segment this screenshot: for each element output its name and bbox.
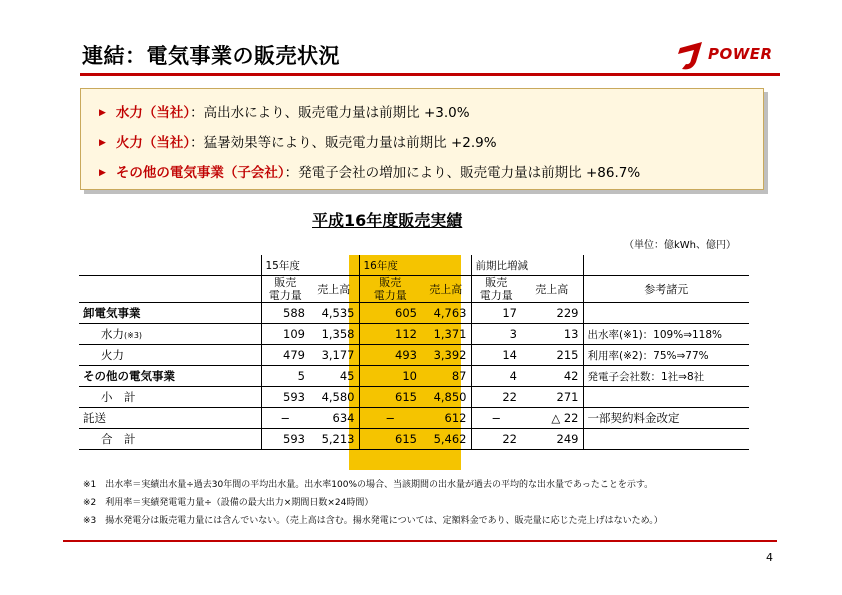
cell: 4,850 [421, 387, 471, 408]
table-title: 平成16年度販売実績 [312, 211, 463, 230]
cell: 13 [521, 324, 583, 345]
row-label: 卸電気事業 [79, 303, 221, 324]
cell-note [583, 303, 749, 324]
sales-table [79, 255, 749, 450]
cell: − [261, 408, 309, 429]
cell: 22 [471, 387, 521, 408]
logo-text: POWER [708, 45, 773, 63]
cell: 271 [521, 387, 583, 408]
header-volume-change: 販売 電力量 [471, 276, 521, 303]
cell: 249 [521, 429, 583, 450]
table-row [79, 387, 749, 408]
cell: 22 [471, 429, 521, 450]
cell: 87 [421, 366, 471, 387]
row-label [79, 324, 221, 345]
cell: 14 [471, 345, 521, 366]
bullet-triangle-icon: ▶ [99, 168, 106, 178]
bullet-label: 水力（当社） [115, 105, 191, 121]
row-label: 合 計 [79, 429, 221, 450]
bullet-sep: ： [190, 105, 204, 121]
table-row [79, 366, 749, 387]
bullet-label: その他の電気事業（子会社） [115, 165, 285, 181]
bullet-triangle-icon: ▶ [99, 138, 106, 148]
cell: 42 [521, 366, 583, 387]
cell-note: 一部契約料金改定 [583, 408, 749, 429]
cell-note [583, 387, 749, 408]
bullet-sep: ： [284, 165, 299, 181]
cell: 4 [471, 366, 521, 387]
cell: △ 22 [521, 408, 583, 429]
bullet-sep: ： [190, 135, 204, 151]
cell: 3,392 [421, 345, 471, 366]
footnote-1: ※1 出水率＝実績出水量÷過去30年間の平均出水量。出水率100%の場合、当該期間の出水量が過去の平均的な出水量であったことを示す。 [83, 480, 654, 490]
cell: 593 [261, 429, 309, 450]
row-label-mark: (※3) [124, 331, 143, 340]
header-revenue-fy16: 売上高 [421, 276, 471, 303]
table-header-columns [79, 276, 749, 303]
cell: 17 [471, 303, 521, 324]
table-row [79, 324, 749, 345]
cell: 112 [359, 324, 421, 345]
footnote-2: ※2 利用率＝実績発電電力量÷（設備の最大出力×期間日数×24時間） [83, 498, 374, 508]
table-row [79, 345, 749, 366]
cell: 5 [261, 366, 309, 387]
cell: 479 [261, 345, 309, 366]
title-rule [80, 73, 780, 76]
unit-label: （単位：億kWh、億円） [624, 240, 737, 251]
header-revenue-change: 売上高 [521, 276, 583, 303]
header-revenue-fy15: 売上高 [309, 276, 359, 303]
page-number: 4 [766, 551, 773, 564]
bullet-label: 火力（当社） [115, 135, 191, 151]
cell: 229 [521, 303, 583, 324]
cell-note: 発電子会社数：1社⇒8社 [583, 366, 749, 387]
table-row [79, 408, 749, 429]
cell: − [359, 408, 421, 429]
footnote-3: ※3 揚水発電分は販売電力量には含んでいない。（売上高は含む。揚水発電については、定額料金であり、販売量に応じた売上げはないため。） [83, 516, 663, 526]
page-title: 連結：電気事業の販売状況 [82, 44, 340, 68]
row-label: 託送 [79, 408, 221, 429]
row-label: 小 計 [79, 387, 221, 408]
table-row [79, 303, 749, 324]
summary-bullet-thermal [99, 131, 497, 151]
cell: 109 [261, 324, 309, 345]
row-label: 火力 [79, 345, 221, 366]
row-label-text: 水力 [101, 327, 124, 341]
cell: 5,462 [421, 429, 471, 450]
cell: 593 [261, 387, 309, 408]
cell: 45 [309, 366, 359, 387]
header-fy16: 16年度 [359, 255, 471, 276]
cell: 612 [421, 408, 471, 429]
cell: 615 [359, 387, 421, 408]
table-row [79, 429, 749, 450]
cell: 3 [471, 324, 521, 345]
cell: 10 [359, 366, 421, 387]
cell-note: 出水率(※1)：109%⇒118% [583, 324, 749, 345]
cell: 215 [521, 345, 583, 366]
summary-bullet-hydro [99, 101, 470, 121]
cell: 5,213 [309, 429, 359, 450]
cell: 615 [359, 429, 421, 450]
header-change: 前期比増減 [471, 255, 583, 276]
cell-note: 利用率(※2)：75%⇒77% [583, 345, 749, 366]
summary-bullet-other [99, 161, 640, 181]
bullet-triangle-icon: ▶ [99, 108, 106, 118]
bullet-text: 発電子会社の増加により、販売電力量は前期比 +86.7% [298, 165, 641, 181]
cell: 1,371 [421, 324, 471, 345]
header-volume-fy15: 販売 電力量 [261, 276, 309, 303]
bullet-text: 高出水により、販売電力量は前期比 +3.0% [203, 105, 470, 121]
cell: − [471, 408, 521, 429]
cell: 3,177 [309, 345, 359, 366]
cell: 4,763 [421, 303, 471, 324]
cell: 1,358 [309, 324, 359, 345]
cell: 4,535 [309, 303, 359, 324]
footer-rule [63, 540, 777, 542]
cell: 493 [359, 345, 421, 366]
cell: 634 [309, 408, 359, 429]
summary-box [80, 88, 764, 190]
header-notes: 参考諸元 [583, 276, 749, 303]
bullet-text: 猛暑効果等により、販売電力量は前期比 +2.9% [203, 135, 497, 151]
logo-mark [678, 42, 702, 69]
row-label: その他の電気事業 [79, 366, 221, 387]
cell-note [583, 429, 749, 450]
table-header-years [79, 255, 749, 276]
cell: 4,580 [309, 387, 359, 408]
footnotes [83, 476, 663, 530]
cell: 588 [261, 303, 309, 324]
header-volume-fy16: 販売 電力量 [359, 276, 421, 303]
header-fy15: 15年度 [261, 255, 359, 276]
cell: 605 [359, 303, 421, 324]
